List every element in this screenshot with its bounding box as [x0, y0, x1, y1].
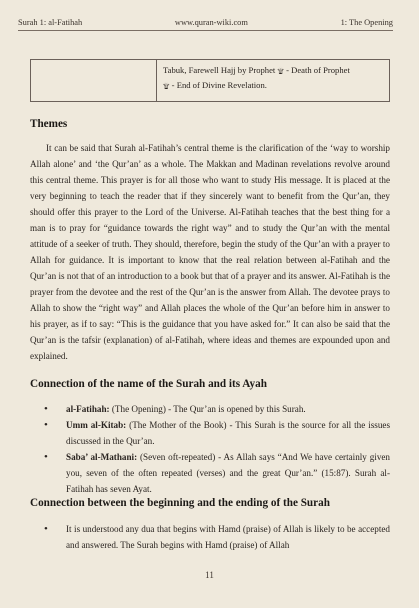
- bullet-icon: •: [44, 403, 48, 415]
- list-item-text: (Seven oft-repeated) - As Allah says “And We have certainly given you, seven of the often repeated (verses) and the great Qur’an.” (15:87). Surah al-Fatihah has seven Ayat.: [66, 452, 390, 494]
- header-divider: [18, 30, 393, 31]
- list-item-text: It is understood any dua that begins with Hamd (praise) of Allah is likely to be accepted and answered. The Surah begins with Hamd (praise) of Allah: [66, 524, 390, 550]
- connection-name-heading: Connection of the name of the Surah and its Ayah: [30, 378, 267, 390]
- header-website: www.quran-wiki.com: [174, 18, 248, 27]
- connection-ending-heading: Connection between the beginning and the ending of the Surah: [30, 497, 330, 509]
- bullet-icon: •: [44, 523, 48, 535]
- bullet-icon: •: [44, 419, 48, 431]
- table-line-2: ۩ - End of Divine Revelation.: [163, 80, 267, 90]
- list-item: [30, 449, 390, 497]
- list-item: [30, 401, 390, 417]
- connection-ending-list: [30, 521, 390, 553]
- list-item: [30, 417, 390, 449]
- connection-name-list: [30, 401, 390, 497]
- themes-paragraph: It can be said that Surah al-Fatihah’s central theme is the clarification of the ‘way to worship Allah alone’ and ‘the Qur’an’ as a whole. The Makkan and Madinan revelations revolve around this central theme. This prayer is for all those who want to study His message. It is placed at the very beginning to teach the reader that if they sincerely want to benefit from the Qur’an, they should offer this prayer to the Lord of the Universe. Al-Fatihah teaches that the best thing for a man is to pray for “guidance towards the right way” and to study the Qur’an with the mental attitude of a seeker of truth. They should, therefore, begin the study of the Qur’an with a prayer to Allah for guidance. It is important to know that the real relation between al-Fatihah and the Qur’an is not that of an introduction to a book but that of a prayer and its answer. Al-Fatihah is the prayer from the devotee and the rest of the Qur’an is the answer from Allah. The devotee prays to Allah to show the “right way” and Allah places the whole of the Qur’an before him in answer to his prayer, as if to say: “This is the guidance that you have asked for.” It can also be said that the Qur’an is the tafsir (explanation) of al-Fatihah, where ideas and themes are expounded upon and explained.: [30, 143, 390, 361]
- header-chapter-title: 1: The Opening: [340, 18, 393, 27]
- list-item: [30, 521, 390, 553]
- themes-heading: Themes: [30, 118, 68, 130]
- table-text-cell: [157, 60, 389, 101]
- table-empty-cell: [31, 60, 157, 101]
- list-item-term: Umm al-Kitab:: [66, 420, 127, 430]
- header-surah-title: Surah 1: al-Fatihah: [18, 18, 83, 27]
- table-line-1: Tabuk, Farewell Hajj by Prophet ۩ - Death of Prophet: [163, 65, 350, 75]
- list-item-term: Saba’ al-Mathani:: [66, 452, 138, 462]
- bullet-icon: •: [44, 451, 48, 463]
- page-number: 11: [205, 570, 214, 580]
- running-header: [18, 18, 393, 27]
- timeline-table-fragment: [30, 59, 390, 102]
- list-item-term: al-Fatihah:: [66, 404, 110, 414]
- list-item-text: (The Mother of the Book) - This Surah is the source for all the issues discussed in the Qur’an.: [66, 420, 391, 446]
- list-item-text: (The Opening) - The Qur’an is opened by this Surah.: [109, 404, 306, 414]
